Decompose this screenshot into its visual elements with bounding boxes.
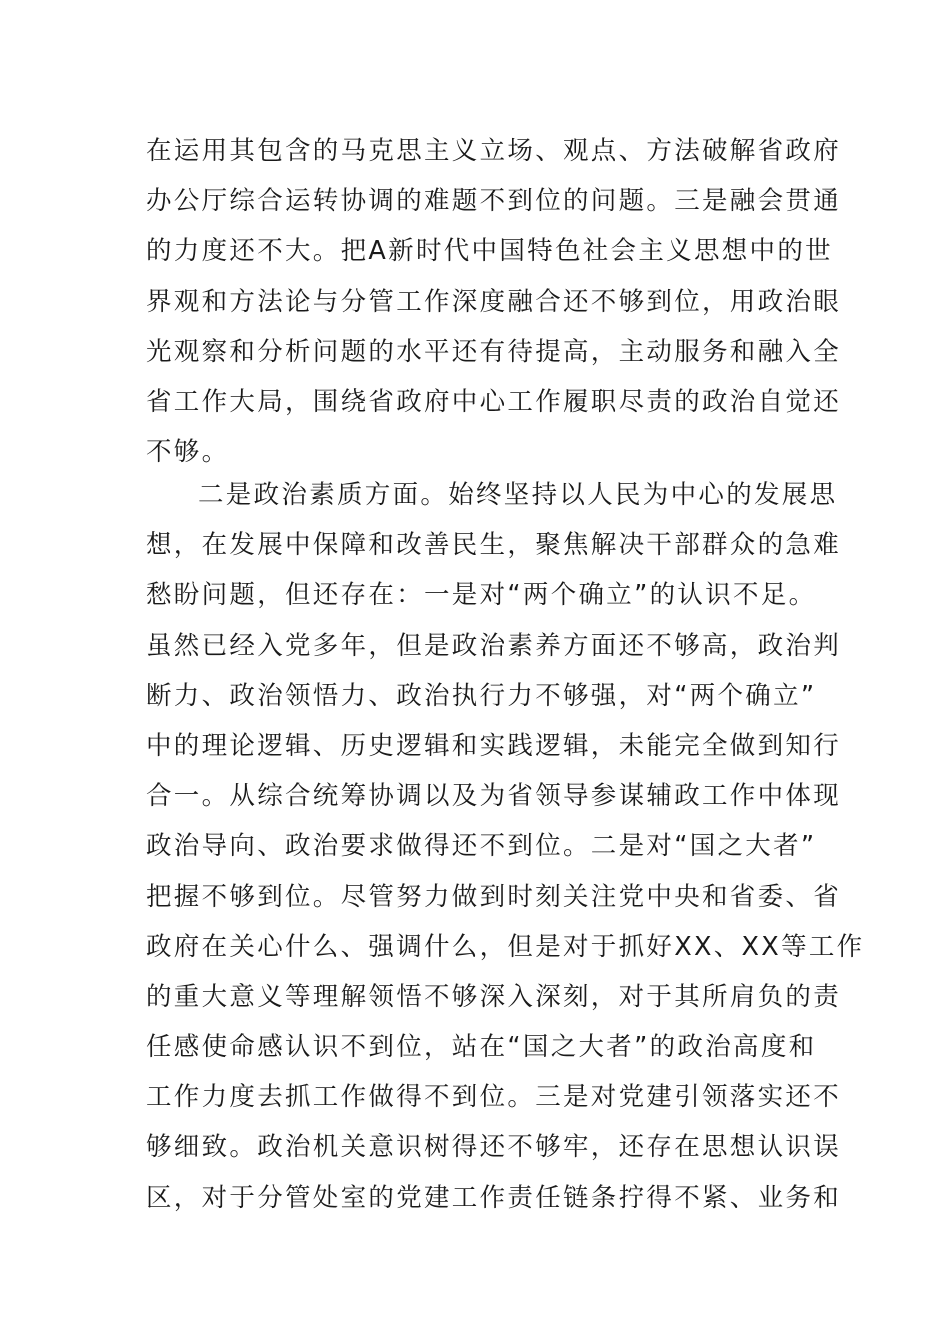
paragraph-line: 的力度还不大。把A新时代中国特色社会主义思想中的世 xyxy=(146,236,833,267)
paragraph-first-line: 二是政治素质方面。始终坚持以人民为中心的发展思 xyxy=(198,480,838,510)
paragraph-line: 断力、政治领悟力、政治执行力不够强，对“两个确立” xyxy=(146,680,817,711)
paragraph-line: 区，对于分管处室的党建工作责任链条拧得不紧、业务和 xyxy=(146,1182,842,1213)
paragraph-line: 合一。从综合统筹协调以及为省领导参谋辅政工作中体现 xyxy=(146,781,842,812)
paragraph-line: 的重大意义等理解领悟不够深入深刻，对于其所肩负的责 xyxy=(146,981,842,1012)
paragraph-line: 省工作大局，围绕省政府中心工作履职尽责的政治自觉还 xyxy=(146,386,842,417)
paragraph-line: 不够。 xyxy=(146,437,230,468)
paragraph-2 xyxy=(146,470,865,1223)
paragraph-line: 工作力度去抓工作做得不到位。三是对党建引领落实还不 xyxy=(146,1082,842,1113)
paragraph-line: 想，在发展中保障和改善民生，聚焦解决干部群众的急难 xyxy=(146,530,842,561)
paragraph-line: 光观察和分析问题的水平还有待提高，主动服务和融入全 xyxy=(146,336,842,367)
paragraph-line: 够细致。政治机关意识树得还不够牢，还存在思想认识误 xyxy=(146,1132,842,1163)
paragraph-line: 任感使命感认识不到位，站在“国之大者”的政治高度和 xyxy=(146,1032,817,1063)
paragraph-line: 界观和方法论与分管工作深度融合还不够到位，用政治眼 xyxy=(146,286,842,317)
paragraph-line: 办公厅综合运转协调的难题不到位的问题。三是融会贯通 xyxy=(146,186,842,217)
paragraph-line: 虽然已经入党多年，但是政治素养方面还不够高，政治判 xyxy=(146,630,842,661)
paragraph-line: 把握不够到位。尽管努力做到时刻关注党中央和省委、省 xyxy=(146,881,842,912)
paragraph-line: 中的理论逻辑、历史逻辑和实践逻辑，未能完全做到知行 xyxy=(146,730,842,761)
paragraph-line: 在运用其包含的马克思主义立场、观点、方法破解省政府 xyxy=(146,136,842,166)
paragraph-line: 政治导向、政治要求做得还不到位。二是对“国之大者” xyxy=(146,831,817,862)
paragraph-1 xyxy=(146,126,842,477)
paragraph-line: 愁盼问题，但还存在：一是对“两个确立”的认识不足。 xyxy=(146,580,817,611)
paragraph-line: 政府在关心什么、强调什么，但是对于抓好XX、XX等工作 xyxy=(146,931,865,962)
